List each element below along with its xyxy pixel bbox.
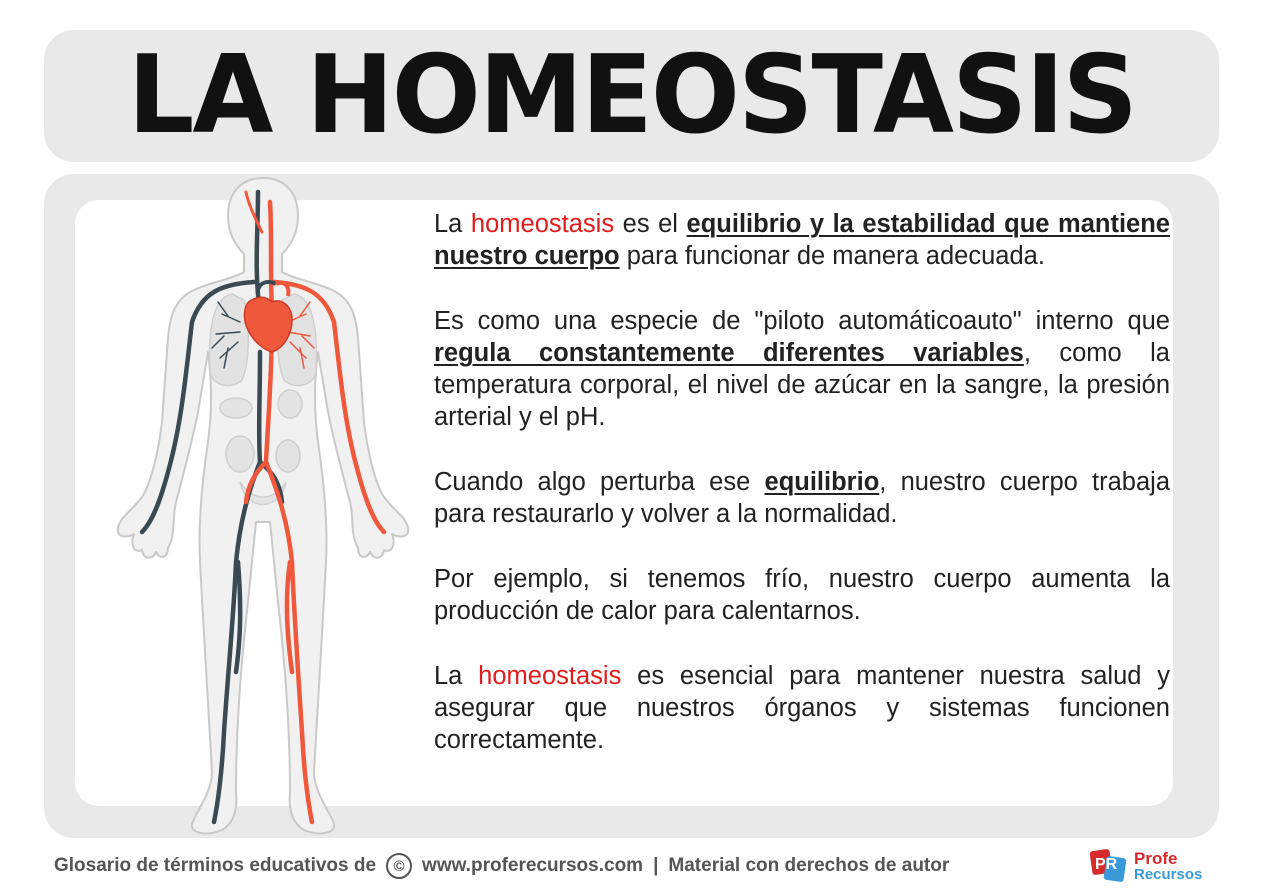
footer-separator: | bbox=[653, 855, 659, 876]
paragraph-5: La homeostasis es esencial para mantener nuestra salud y asegurar que nuestros órganos y sistemas funcionen correctamente. bbox=[434, 662, 1170, 754]
footer bbox=[54, 850, 949, 882]
human-circulatory-system-illustration bbox=[112, 172, 414, 840]
inferior-vena-cava bbox=[259, 352, 260, 462]
profe-recursos-logo[interactable] bbox=[1090, 848, 1220, 884]
paragraph-1: La homeostasis es el equilibrio y la estabilidad que mantiene nuestro cuerpo para funcionar de manera adecuada. bbox=[434, 210, 1170, 270]
emphasis-equilibrio: equilibrio bbox=[764, 468, 880, 496]
logo-text-profe: Profe bbox=[1134, 849, 1178, 868]
emphasis-definition: equilibrio y la estabilidad que mantiene nuestro cuerpo bbox=[434, 210, 1170, 270]
keyword-homeostasis: homeostasis bbox=[470, 210, 615, 238]
footer-glossary-text: Glosario de términos educativos de bbox=[54, 855, 377, 876]
copyright-icon: © bbox=[386, 853, 412, 879]
logo-letters: PR bbox=[1095, 856, 1118, 873]
title-banner bbox=[44, 30, 1219, 162]
emphasis-regula: regula constantemente diferentes variables bbox=[434, 339, 1024, 367]
footer-rights-text: Material con derechos de autor bbox=[668, 855, 950, 876]
paragraph-2: Es como una especie de "piloto automáticoauto" interno que regula constantemente diferentes variables, como la temperatura corporal, el nivel de azúcar en la sangre, la presión arterial y el pH. bbox=[434, 307, 1170, 431]
paragraph-4: Por ejemplo, si tenemos frío, nuestro cuerpo aumenta la producción de calor para calentarnos. bbox=[434, 565, 1170, 625]
text-content bbox=[434, 208, 1170, 789]
body-outline bbox=[118, 178, 408, 833]
paragraph-3: Cuando algo perturba ese equilibrio, nuestro cuerpo trabaja para restaurarlo y volver a la normalidad. bbox=[434, 468, 1170, 528]
keyword-homeostasis: homeostasis bbox=[478, 662, 622, 690]
page-title: LA HOMEOSTASIS bbox=[127, 33, 1136, 158]
logo-text-recursos: Recursos bbox=[1134, 866, 1203, 883]
footer-website-link[interactable]: www.proferecursos.com bbox=[422, 855, 644, 876]
logo-mark-icon bbox=[1090, 848, 1128, 884]
